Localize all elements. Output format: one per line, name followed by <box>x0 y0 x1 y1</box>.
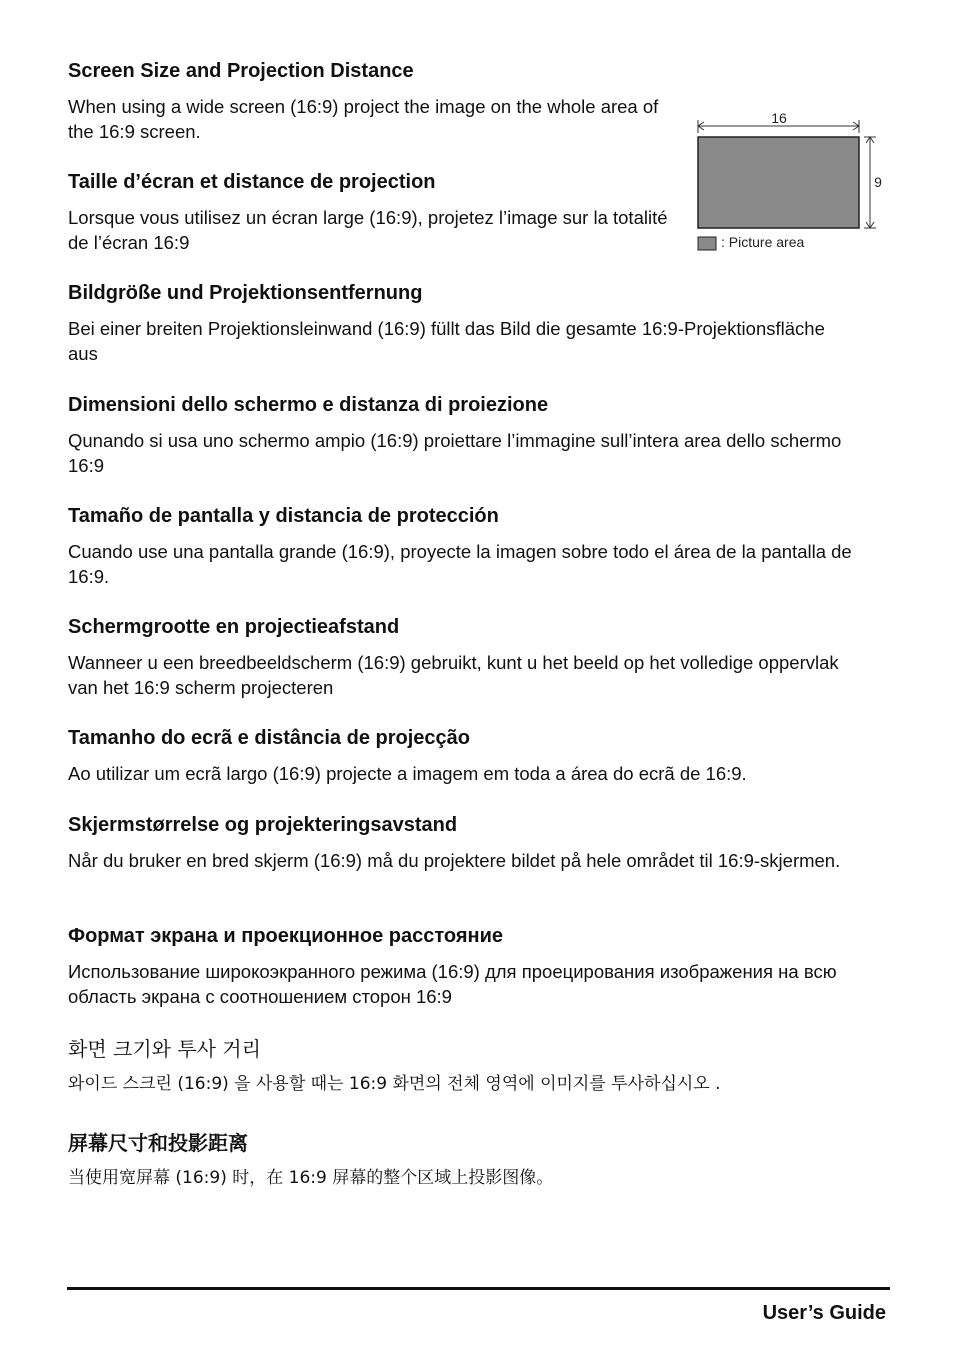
section-italian <box>68 392 868 478</box>
footer-rule <box>67 1287 890 1290</box>
section-heading: Dimensioni dello schermo e distanza di proiezione <box>68 394 549 416</box>
section-german <box>68 280 828 366</box>
height-dimension-label: 9 <box>874 174 882 190</box>
section-norwegian <box>68 812 868 873</box>
section-body: Wanneer u een breedbeeldscherm (16:9) gebruikt, kunt u het beeld op het volledige oppervlak van het 16:9 scherm projecteren <box>68 652 839 698</box>
picture-area-rect <box>698 137 859 228</box>
section-body: Cuando use una pantalla grande (16:9), proyecte la imagen sobre todo el área de la pantalla de 16:9. <box>68 541 852 587</box>
footer-guide-label: User’s Guide <box>762 1302 886 1324</box>
section-body: Lorsque vous utilisez un écran large (16:9), projetez l’image sur la totalité de l’écran 16:9 <box>68 207 668 253</box>
section-body: 当使用宽屏幕 (16:9) 时，在 16:9 屏幕的整个区域上投影图像。 <box>68 1168 554 1188</box>
section-heading: Формат экрана и проекционное расстояние <box>68 925 503 947</box>
section-heading: Taille d’écran et distance de projection <box>68 171 436 193</box>
ratio-diagram-svg <box>692 106 892 256</box>
section-dutch <box>68 614 858 700</box>
section-spanish <box>68 503 858 589</box>
section-heading: Skjermstørrelse og projekteringsavstand <box>68 814 458 836</box>
section-heading: Tamanho do ecrã e distância de projecção <box>68 727 470 749</box>
section-english <box>68 58 668 144</box>
section-body: Qunando si usa uno schermo ampio (16:9) proiettare l’immagine sull’intera area dello schermo 16:9 <box>68 430 842 476</box>
width-dimension-label: 16 <box>771 110 787 126</box>
section-french <box>68 169 674 255</box>
section-body: 와이드 스크린 (16:9) 을 사용할 때는 16:9 화면의 전체 영역에 이미지를 투사하십시오 . <box>68 1074 721 1094</box>
section-chinese <box>68 1130 888 1191</box>
section-heading: Schermgrootte en projectieafstand <box>68 616 400 638</box>
section-body: Ao utilizar um ecrã largo (16:9) projecte a imagem em toda a área do ecrã de 16:9. <box>68 763 747 784</box>
section-heading: Tamaño de pantalla y distancia de protección <box>68 505 499 527</box>
section-heading: 屏幕尺寸和投影距离 <box>68 1131 248 1155</box>
legend-swatch <box>698 237 716 250</box>
legend-label: : Picture area <box>721 234 805 250</box>
section-russian <box>68 923 888 1009</box>
section-heading: 화면 크기와 투사 거리 <box>68 1037 261 1061</box>
section-portuguese <box>68 725 868 786</box>
section-heading: Bildgröße und Projektionsentfernung <box>68 282 423 304</box>
screen-ratio-diagram <box>692 106 892 256</box>
section-body: When using a wide screen (16:9) project the image on the whole area of the 16:9 screen. <box>68 96 659 142</box>
section-heading: Screen Size and Projection Distance <box>68 60 414 82</box>
section-body: Bei einer breiten Projektionsleinwand (16:9) füllt das Bild die gesamte 16:9-Projektionsfläche aus <box>68 318 825 364</box>
section-body: Når du bruker en bred skjerm (16:9) må du projektere bildet på hele området til 16:9-skjermen. <box>68 850 841 871</box>
section-body: Использование широкоэкранного режима (16:9) для проецирования изображения на всю область экрана с соотношением сторон 16:9 <box>68 961 837 1007</box>
section-korean <box>68 1036 888 1097</box>
